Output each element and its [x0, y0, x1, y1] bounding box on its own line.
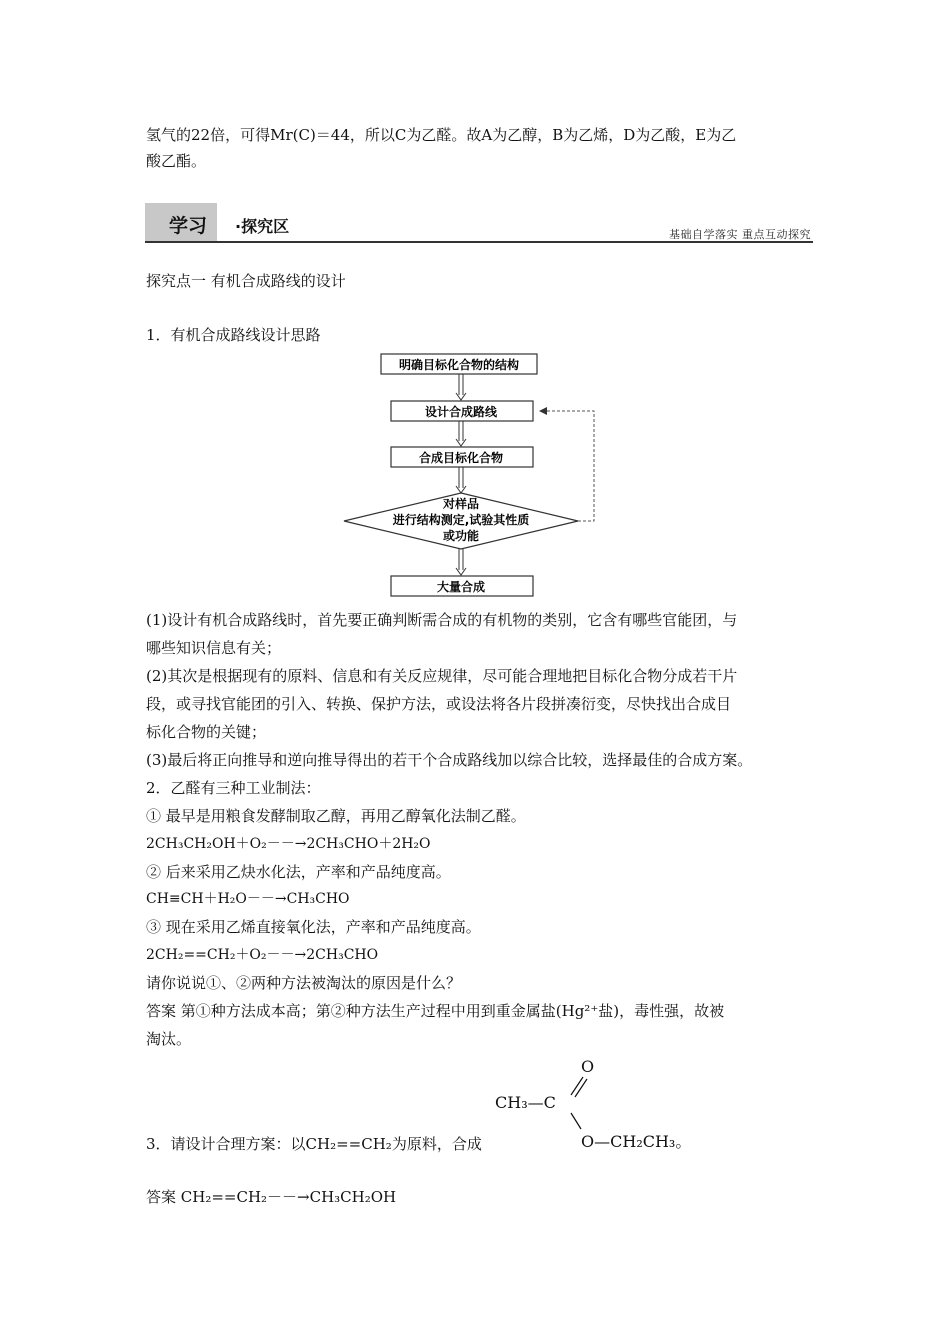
- flow-box-2-label: 设计合成路线: [424, 405, 498, 419]
- item2-equation-3: 2CH₂==CH₂＋O₂－－→2CH₃CHO: [146, 947, 379, 963]
- banner-rule: [145, 241, 813, 243]
- item3-answer: 答案 CH₂==CH₂－－→CH₃CH₂OH: [146, 1188, 397, 1206]
- flow-box-1-label: 明确目标化合物的结构: [398, 358, 520, 372]
- flow-arrow-4: [456, 549, 466, 575]
- flow-arrow-3: [456, 467, 466, 493]
- flow-diamond-line-2: 进行结构测定,试验其性质: [392, 513, 530, 527]
- item2-equation-2: CH≡CH＋H₂O－－→CH₃CHO: [146, 891, 350, 907]
- structure-ethoxy: O—CH₂CH₃。: [581, 1132, 692, 1151]
- flow-box-3-label: 合成目标化合物: [418, 451, 504, 465]
- item2-heading: 2．乙醛有三种工业制法：: [146, 779, 321, 797]
- section-banner: [145, 203, 813, 243]
- item1-heading: 1．有机合成路线设计思路: [146, 326, 321, 344]
- flow-feedback-loop: [540, 411, 594, 521]
- ethyl-acetate-structure: [495, 1057, 715, 1157]
- structure-methyl-carbon: CH₃—C: [495, 1093, 556, 1112]
- item2-method-3: ③ 现在采用乙烯直接氧化法，产率和产品纯度高。: [146, 918, 481, 936]
- para-3: (3)最后将正向推导和逆向推导得出的若干个合成路线加以综合比较，选择最佳的合成方案。: [146, 751, 753, 769]
- item2-method-2: ② 后来采用乙炔水化法，产率和产品纯度高。: [146, 863, 451, 881]
- section-heading: 探究点一 有机合成路线的设计: [146, 272, 346, 290]
- synthesis-flowchart: [330, 345, 610, 603]
- para-1b: 哪些知识信息有关；: [146, 639, 282, 657]
- banner-right-text: 基础自学落实 重点互动探究: [669, 228, 811, 241]
- item2-answer-a: 答案 第①种方法成本高；第②种方法生产过程中用到重金属盐(Hg²⁺盐)，毒性强，故被: [146, 1002, 725, 1020]
- para-2c: 标化合物的关键；: [146, 723, 267, 741]
- structure-carbonyl-oxygen: O: [581, 1057, 595, 1076]
- intro-line-2: 酸乙酯。: [146, 152, 207, 170]
- item3-question: 3．请设计合理方案：以CH₂==CH₂为原料，合成: [146, 1135, 482, 1153]
- banner-title: 学习: [169, 215, 208, 237]
- banner-subtitle: ·探究区: [235, 217, 290, 236]
- intro-line-1: 氢气的22倍，可得Mr(C)＝44，所以C为乙醛。故A为乙醇，B为乙烯，D为乙酸，E为乙: [146, 126, 737, 144]
- item2-answer-b: 淘汰。: [146, 1030, 192, 1048]
- flow-diamond-line-1: 对样品: [442, 497, 480, 511]
- flow-arrow-2: [456, 421, 466, 446]
- item2-method-1: ① 最早是用粮食发酵制取乙醇，再用乙醇氧化法制乙醛。: [146, 807, 526, 825]
- para-2b: 段，或寻找官能团的引入、转换、保护方法，或设法将各片段拼凑衍变，尽快找出合成目: [146, 695, 732, 713]
- para-2a: (2)其次是根据现有的原料、信息和有关反应规律，尽可能合理地把目标化合物分成若干片: [146, 667, 738, 685]
- flow-box-5-label: 大量合成: [436, 580, 486, 594]
- para-1a: (1)设计有机合成路线时，首先要正确判断需合成的有机物的类别，它含有哪些官能团，与: [146, 611, 738, 629]
- item2-question: 请你说说①、②两种方法被淘汰的原因是什么？: [146, 974, 462, 992]
- flow-arrow-1: [456, 374, 466, 400]
- item2-equation-1: 2CH₃CH₂OH＋O₂－－→2CH₃CHO＋2H₂O: [146, 836, 431, 852]
- flow-diamond-line-3: 或功能: [442, 529, 480, 543]
